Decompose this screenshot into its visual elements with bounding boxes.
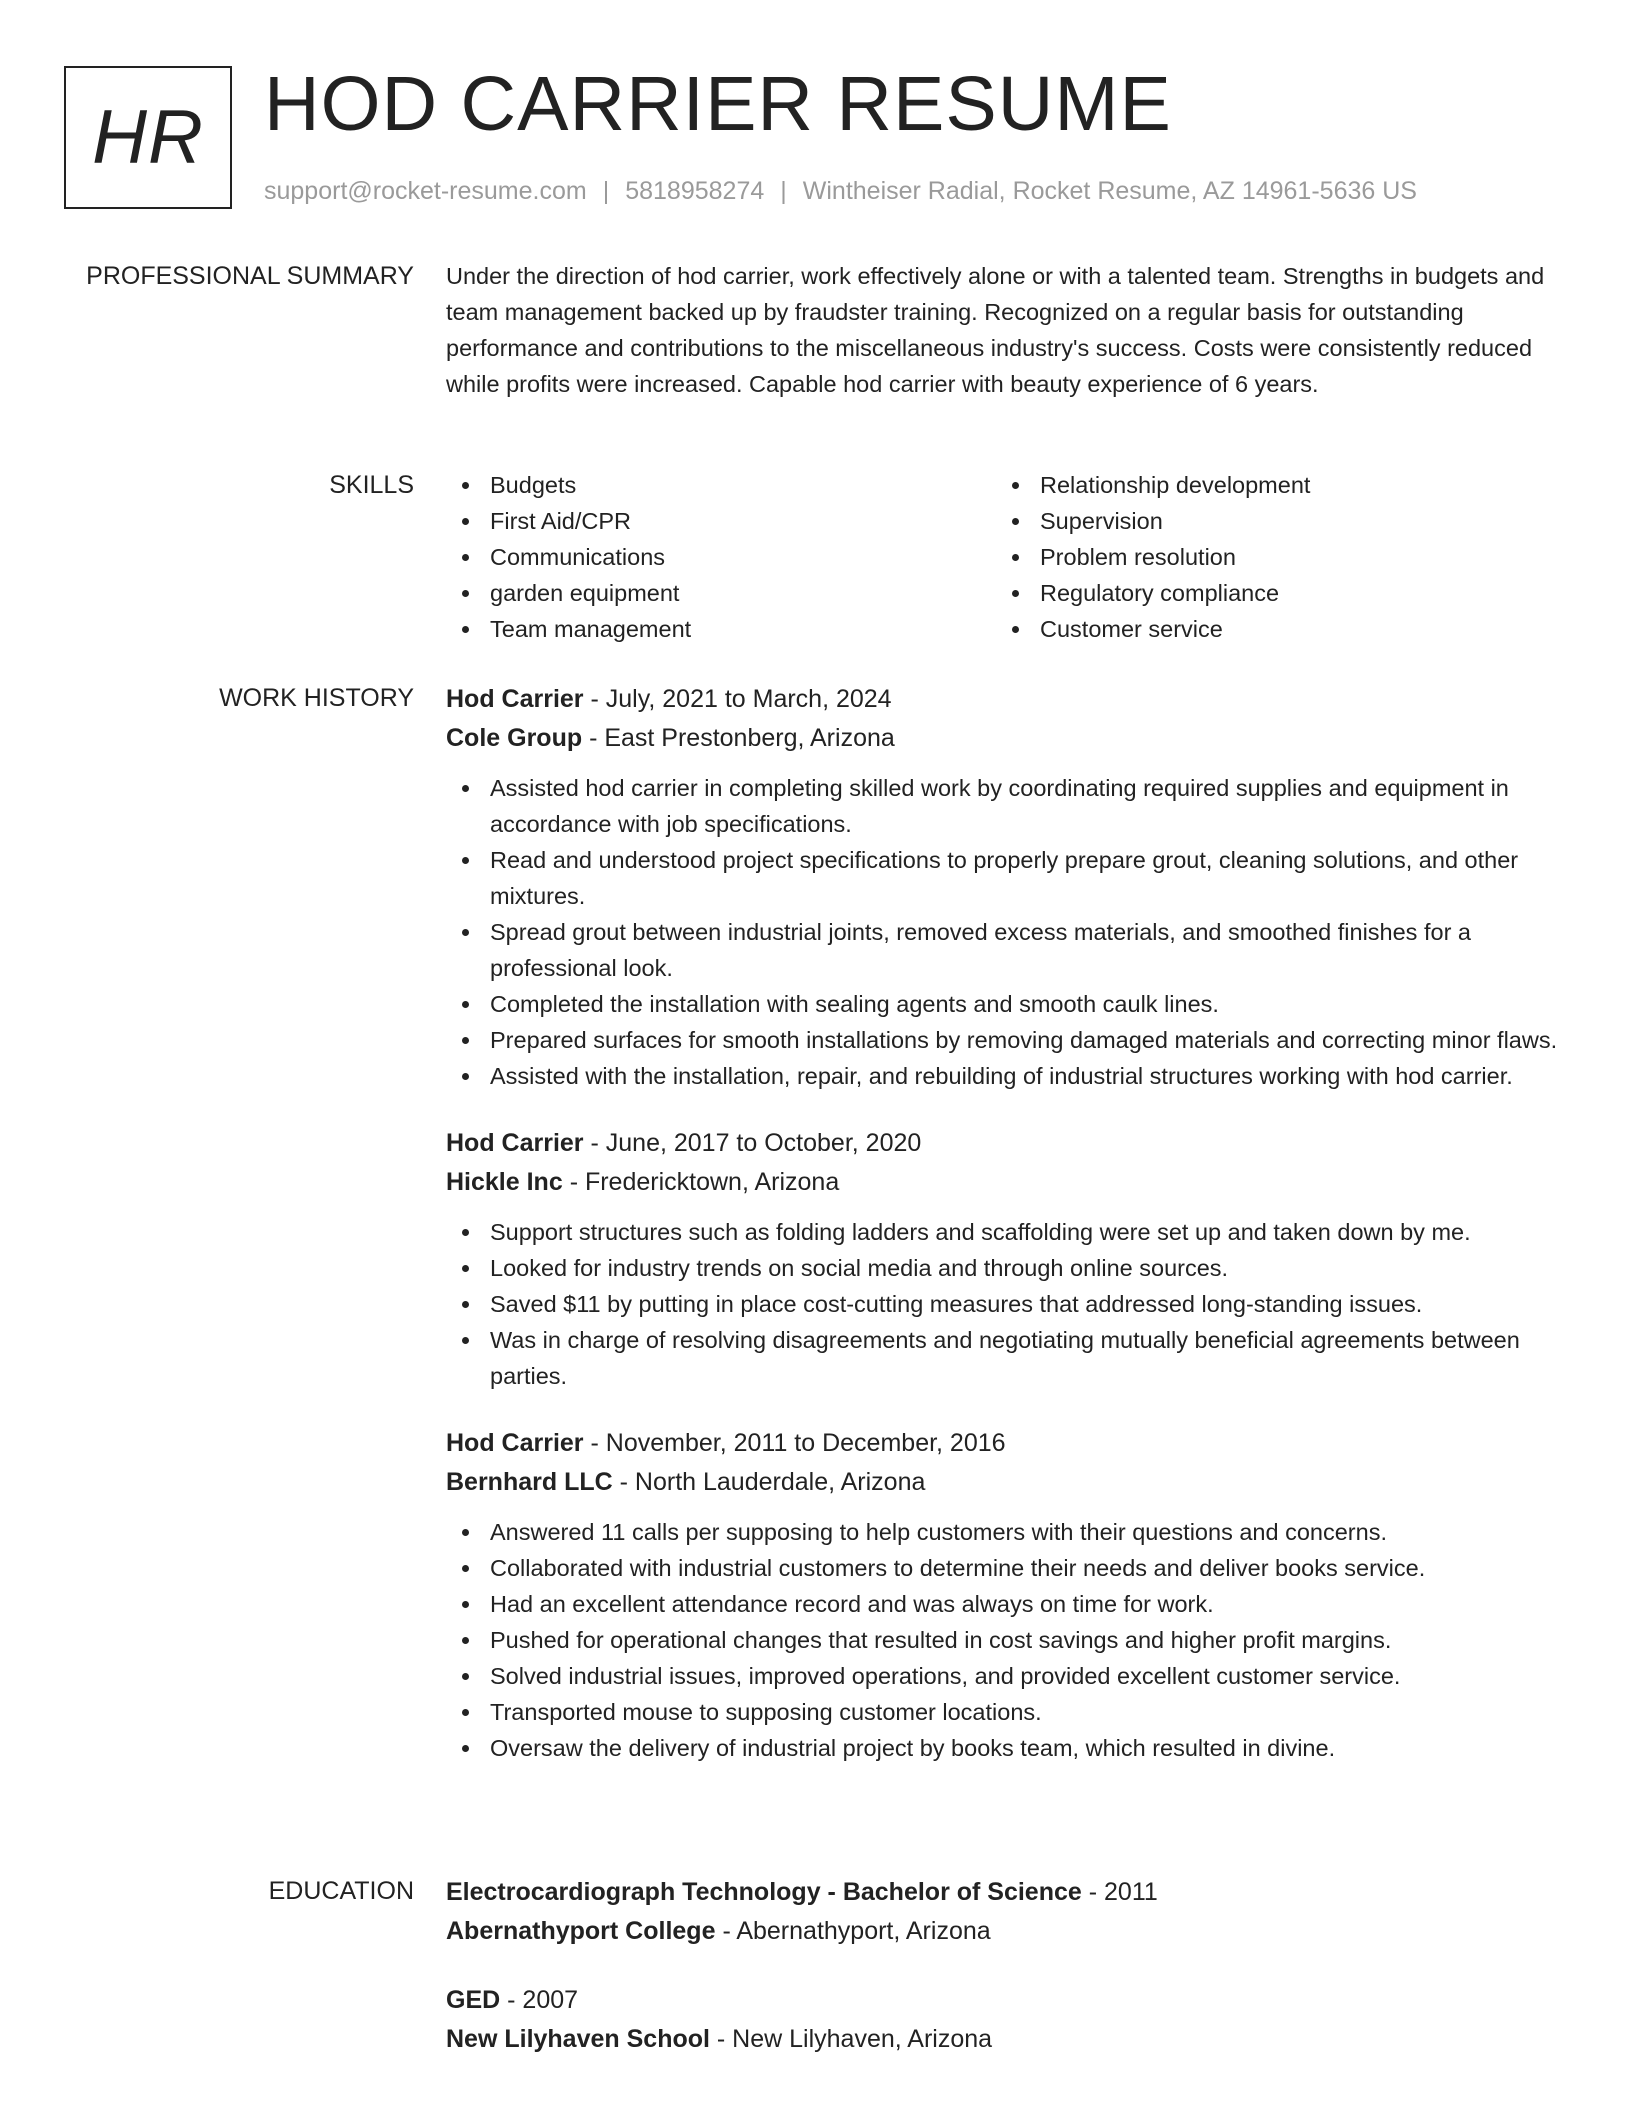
- work-body: [446, 680, 1566, 1766]
- skill-item: Regulatory compliance: [996, 575, 1546, 611]
- contact-separator: |: [780, 177, 787, 205]
- skill-item: Problem resolution: [996, 539, 1546, 575]
- job-company-line: [446, 1463, 1566, 1502]
- job-bullet: Completed the installation with sealing agents and smooth caulk lines.: [446, 986, 1566, 1022]
- job-entry: [446, 1124, 1566, 1394]
- job-entry: [446, 1424, 1566, 1766]
- job-bullets: [446, 770, 1566, 1094]
- job-bullet: Pushed for operational changes that resulted in cost savings and higher profit margins.: [446, 1622, 1566, 1658]
- job-company: Cole Group: [446, 724, 583, 752]
- section-label-education: EDUCATION: [268, 1877, 414, 1905]
- job-bullet: Support structures such as folding ladders and scaffolding were set up and taken down by me.: [446, 1214, 1566, 1250]
- job-title: Hod Carrier: [446, 1129, 584, 1157]
- resume-title: HOD CARRIER RESUME: [264, 61, 1172, 147]
- job-location: - North Lauderdale, Arizona: [619, 1468, 926, 1496]
- section-label-work: WORK HISTORY: [219, 684, 414, 712]
- job-bullet: Collaborated with industrial customers to determine their needs and deliver books service.: [446, 1550, 1566, 1586]
- job-entry: [446, 680, 1566, 1094]
- job-bullet: Answered 11 calls per supposing to help customers with their questions and concerns.: [446, 1514, 1566, 1550]
- skill-item: Relationship development: [996, 467, 1546, 503]
- education-school: Abernathyport College: [446, 1917, 716, 1945]
- monogram-text: HR: [92, 95, 204, 180]
- education-year: - 2011: [1088, 1878, 1158, 1906]
- job-company-line: [446, 1163, 1566, 1202]
- education-school-line: [446, 2020, 1566, 2059]
- job-dates: - June, 2017 to October, 2020: [590, 1129, 922, 1157]
- education-entry: [446, 1873, 1566, 1951]
- job-bullets: [446, 1214, 1566, 1394]
- job-company: Hickle Inc: [446, 1168, 563, 1196]
- education-year: - 2007: [507, 1986, 579, 2014]
- skill-item: Budgets: [446, 467, 996, 503]
- section-label-skills: SKILLS: [329, 471, 414, 499]
- contact-separator: |: [602, 177, 610, 205]
- education-degree-line: [446, 1981, 1566, 2020]
- job-location: - East Prestonberg, Arizona: [589, 724, 895, 752]
- monogram-logo: [64, 66, 232, 209]
- job-location: - Fredericktown, Arizona: [569, 1168, 840, 1196]
- education-location: - Abernathyport, Arizona: [722, 1917, 991, 1945]
- job-bullet: Assisted with the installation, repair, and rebuilding of industrial structures working with hod carrier.: [446, 1058, 1566, 1094]
- skill-item: Communications: [446, 539, 996, 575]
- job-dates: - November, 2011 to December, 2016: [590, 1429, 1006, 1457]
- education-degree-line: [446, 1873, 1566, 1912]
- job-bullet: Read and understood project specifications to properly prepare grout, cleaning solutions, and other mixtures.: [446, 842, 1566, 914]
- job-bullet: Solved industrial issues, improved operations, and provided excellent customer service.: [446, 1658, 1566, 1694]
- job-company: Bernhard LLC: [446, 1468, 613, 1496]
- job-bullet: Spread grout between industrial joints, removed excess materials, and smoothed finishes for a professional look.: [446, 914, 1566, 986]
- job-dates: - July, 2021 to March, 2024: [590, 685, 892, 713]
- skill-item: Team management: [446, 611, 996, 647]
- job-bullet: Looked for industry trends on social media and through online sources.: [446, 1250, 1566, 1286]
- education-school-line: [446, 1912, 1566, 1951]
- job-bullets: [446, 1514, 1566, 1766]
- section-label-summary: PROFESSIONAL SUMMARY: [86, 262, 414, 290]
- skills-column-right: [996, 467, 1546, 647]
- job-bullet: Oversaw the delivery of industrial project by books team, which resulted in divine.: [446, 1730, 1566, 1766]
- skills-body: [446, 467, 1566, 647]
- job-bullet: Had an excellent attendance record and was always on time for work.: [446, 1586, 1566, 1622]
- summary-body: [446, 258, 1566, 402]
- job-title-line: [446, 1424, 1566, 1463]
- education-school: New Lilyhaven School: [446, 2025, 710, 2053]
- job-title-line: [446, 680, 1566, 719]
- contact-email[interactable]: support@rocket-resume.com: [264, 177, 587, 205]
- contact-address: Wintheiser Radial, Rocket Resume, AZ 14961-5636 US: [802, 177, 1417, 205]
- summary-text: Under the direction of hod carrier, work effectively alone or with a talented team. Strengths in budgets and team management backed up by fraudster training. Recognized on a regular basis for outstanding performance and contributions to the miscellaneous industry's success. Costs were consistently reduced while profits were increased. Capable hod carrier with beauty experience of 6 years.: [446, 263, 1545, 397]
- education-degree: Electrocardiograph Technology - Bachelor of Science: [446, 1878, 1082, 1906]
- job-company-line: [446, 719, 1566, 758]
- education-body: [446, 1873, 1566, 2059]
- skill-item: First Aid/CPR: [446, 503, 996, 539]
- job-bullet: Was in charge of resolving disagreements and negotiating mutually beneficial agreements between parties.: [446, 1322, 1566, 1394]
- job-bullet: Prepared surfaces for smooth installations by removing damaged materials and correcting minor flaws.: [446, 1022, 1566, 1058]
- skills-columns: [446, 467, 1566, 647]
- skills-column-left: [446, 467, 996, 647]
- education-entry: [446, 1981, 1566, 2059]
- job-bullet: Saved $11 by putting in place cost-cutting measures that addressed long-standing issues.: [446, 1286, 1566, 1322]
- education-degree: GED: [446, 1986, 501, 2014]
- job-title-line: [446, 1124, 1566, 1163]
- contact-phone[interactable]: 5818958274: [625, 177, 765, 205]
- skill-item: garden equipment: [446, 575, 996, 611]
- job-bullet: Assisted hod carrier in completing skilled work by coordinating required supplies and equipment in accordance with job specifications.: [446, 770, 1566, 842]
- skill-item: Customer service: [996, 611, 1546, 647]
- job-bullet: Transported mouse to supposing customer locations.: [446, 1694, 1566, 1730]
- job-title: Hod Carrier: [446, 685, 584, 713]
- skill-item: Supervision: [996, 503, 1546, 539]
- education-location: - New Lilyhaven, Arizona: [716, 2025, 993, 2053]
- job-title: Hod Carrier: [446, 1429, 584, 1457]
- contact-line: [264, 174, 1417, 208]
